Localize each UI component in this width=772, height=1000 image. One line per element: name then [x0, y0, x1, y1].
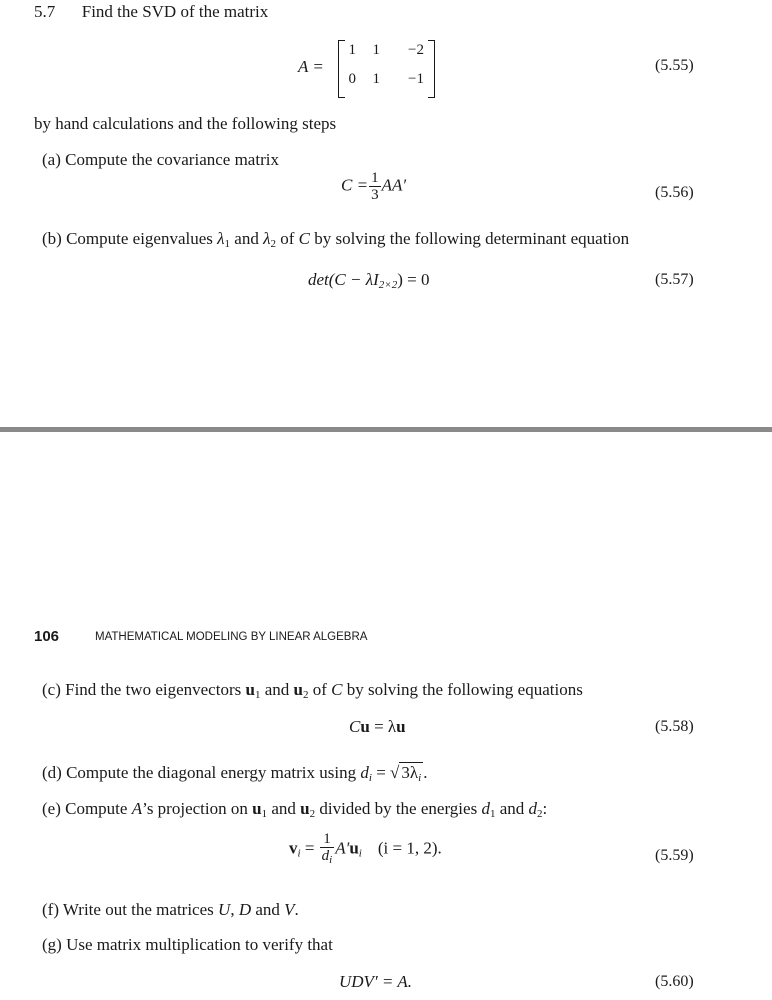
text: and: [260, 680, 294, 699]
projection-equation: [289, 831, 442, 868]
text: and: [267, 799, 301, 818]
det-lhs: det(C − λI: [308, 270, 379, 289]
matrix-cell: −2: [408, 42, 424, 58]
matrix-v: V: [284, 900, 295, 919]
det-sub: 2×2: [378, 279, 398, 291]
d-i: d: [360, 763, 369, 782]
vector-v: v: [289, 838, 298, 858]
sub: 2: [270, 238, 276, 250]
sub: i: [358, 847, 362, 860]
sub: 1: [254, 689, 261, 701]
frac-num: 1: [323, 831, 331, 847]
matrix-cell: 1: [372, 42, 380, 58]
sub: 2: [302, 689, 309, 701]
matrix-c: C: [331, 680, 343, 699]
text: of: [308, 680, 332, 699]
radicand: 3λ: [401, 763, 419, 782]
determinant-equation: [308, 270, 429, 291]
problem-number: 5.7: [34, 2, 56, 21]
d: d: [321, 848, 330, 864]
step-e-text: [42, 799, 547, 820]
frac-den: 3: [371, 187, 379, 203]
text: .: [294, 900, 299, 919]
eq-lhs: C =: [341, 175, 369, 195]
frac-den: [320, 847, 335, 868]
text: =: [371, 763, 391, 782]
problem-heading: [34, 2, 268, 22]
problem-title: Find the SVD of the matrix: [81, 2, 269, 21]
det-end: ) = 0: [397, 270, 430, 289]
sub: i: [368, 772, 372, 784]
equation-covariance: [341, 170, 406, 203]
equation-number-5-58: (5.58): [655, 718, 694, 735]
text: of: [275, 229, 299, 248]
sub: i: [297, 847, 301, 860]
text: (c) Find the two eigenvectors: [42, 680, 246, 699]
sqrt-3-lambda: √ $3\lambda_i$: [390, 763, 422, 784]
equation-number-5-55: (5.55): [655, 57, 694, 74]
vector-u: u: [245, 680, 255, 699]
matrix-cell: 0: [348, 71, 356, 87]
sub: 2: [309, 808, 316, 820]
page-number: 106: [34, 628, 60, 645]
frac-num: 1: [371, 170, 379, 186]
one-third-fraction: [369, 170, 381, 203]
equation-number-5-60: (5.60): [655, 973, 694, 990]
one-over-di-fraction: [320, 831, 335, 868]
text: by solving the following equations: [342, 680, 583, 699]
step-b-text: [42, 229, 629, 250]
matrix-u: U: [218, 900, 231, 919]
text: (b) Compute eigenvalues: [42, 229, 218, 248]
text: (d) Compute the diagonal energy matrix using: [42, 763, 361, 782]
a-prime: A′: [335, 838, 350, 858]
step-f-text: [42, 900, 299, 920]
text: and: [251, 900, 285, 919]
text: (f) Write out the matrices: [42, 900, 219, 919]
page-divider: [0, 427, 772, 432]
sub: i: [418, 772, 422, 784]
step-g-text: (g) Use matrix multiplication to verify that: [42, 935, 333, 954]
matrix-a: A: [131, 799, 143, 818]
text: and: [495, 799, 529, 818]
vector-u: u: [293, 680, 303, 699]
step-d-text: [42, 763, 427, 784]
sub: 1: [261, 808, 268, 820]
d: d: [528, 799, 537, 818]
text: .: [423, 763, 428, 782]
condition: (i = 1, 2).: [377, 838, 442, 858]
equation-number-5-56: (5.56): [655, 184, 694, 201]
vector-u: u: [300, 799, 310, 818]
eigen-equation: [349, 717, 406, 737]
equation-number-5-59: (5.59): [655, 847, 694, 864]
text: by solving the following determinant equation: [309, 229, 630, 248]
step-c-text: [42, 680, 583, 701]
sub: 1: [489, 808, 496, 820]
lambda: λ: [217, 229, 225, 248]
text: ,: [230, 900, 239, 919]
matrix-cell: 1: [348, 42, 356, 58]
sub: i: [329, 854, 333, 866]
equation-number-5-57: (5.57): [655, 271, 694, 288]
eq-rhs: AA′: [381, 175, 407, 195]
intro-text: by hand calculations and the following steps: [34, 114, 337, 133]
sub: 2: [536, 808, 543, 820]
matrix-cell: −1: [408, 71, 424, 87]
lambda: λ: [263, 229, 271, 248]
verification-equation: UDV′ = A.: [339, 972, 412, 991]
matrix-lhs: A =: [298, 57, 324, 76]
d: d: [481, 799, 490, 818]
text: (e) Compute: [42, 799, 132, 818]
sub: 1: [224, 238, 231, 250]
text: divided by the energies: [315, 799, 482, 818]
matrix-cell: 1: [372, 71, 380, 87]
text: =: [300, 838, 319, 858]
matrix-right-bracket: [428, 40, 435, 98]
vector-u: u: [349, 838, 359, 858]
text: :: [542, 799, 548, 818]
matrix-c: C: [298, 229, 310, 248]
matrix-c: C: [349, 717, 361, 736]
vector-u: u: [252, 799, 262, 818]
text: ’s projection on: [142, 799, 253, 818]
step-a-text: (a) Compute the covariance matrix: [42, 150, 279, 169]
text: and: [230, 229, 264, 248]
vector-u: u: [396, 717, 406, 736]
matrix-d: D: [238, 900, 252, 919]
vector-u: u: [360, 717, 370, 736]
eq-mid: = λ: [369, 717, 397, 736]
running-title: MATHEMATICAL MODELING BY LINEAR ALGEBRA: [95, 631, 368, 643]
